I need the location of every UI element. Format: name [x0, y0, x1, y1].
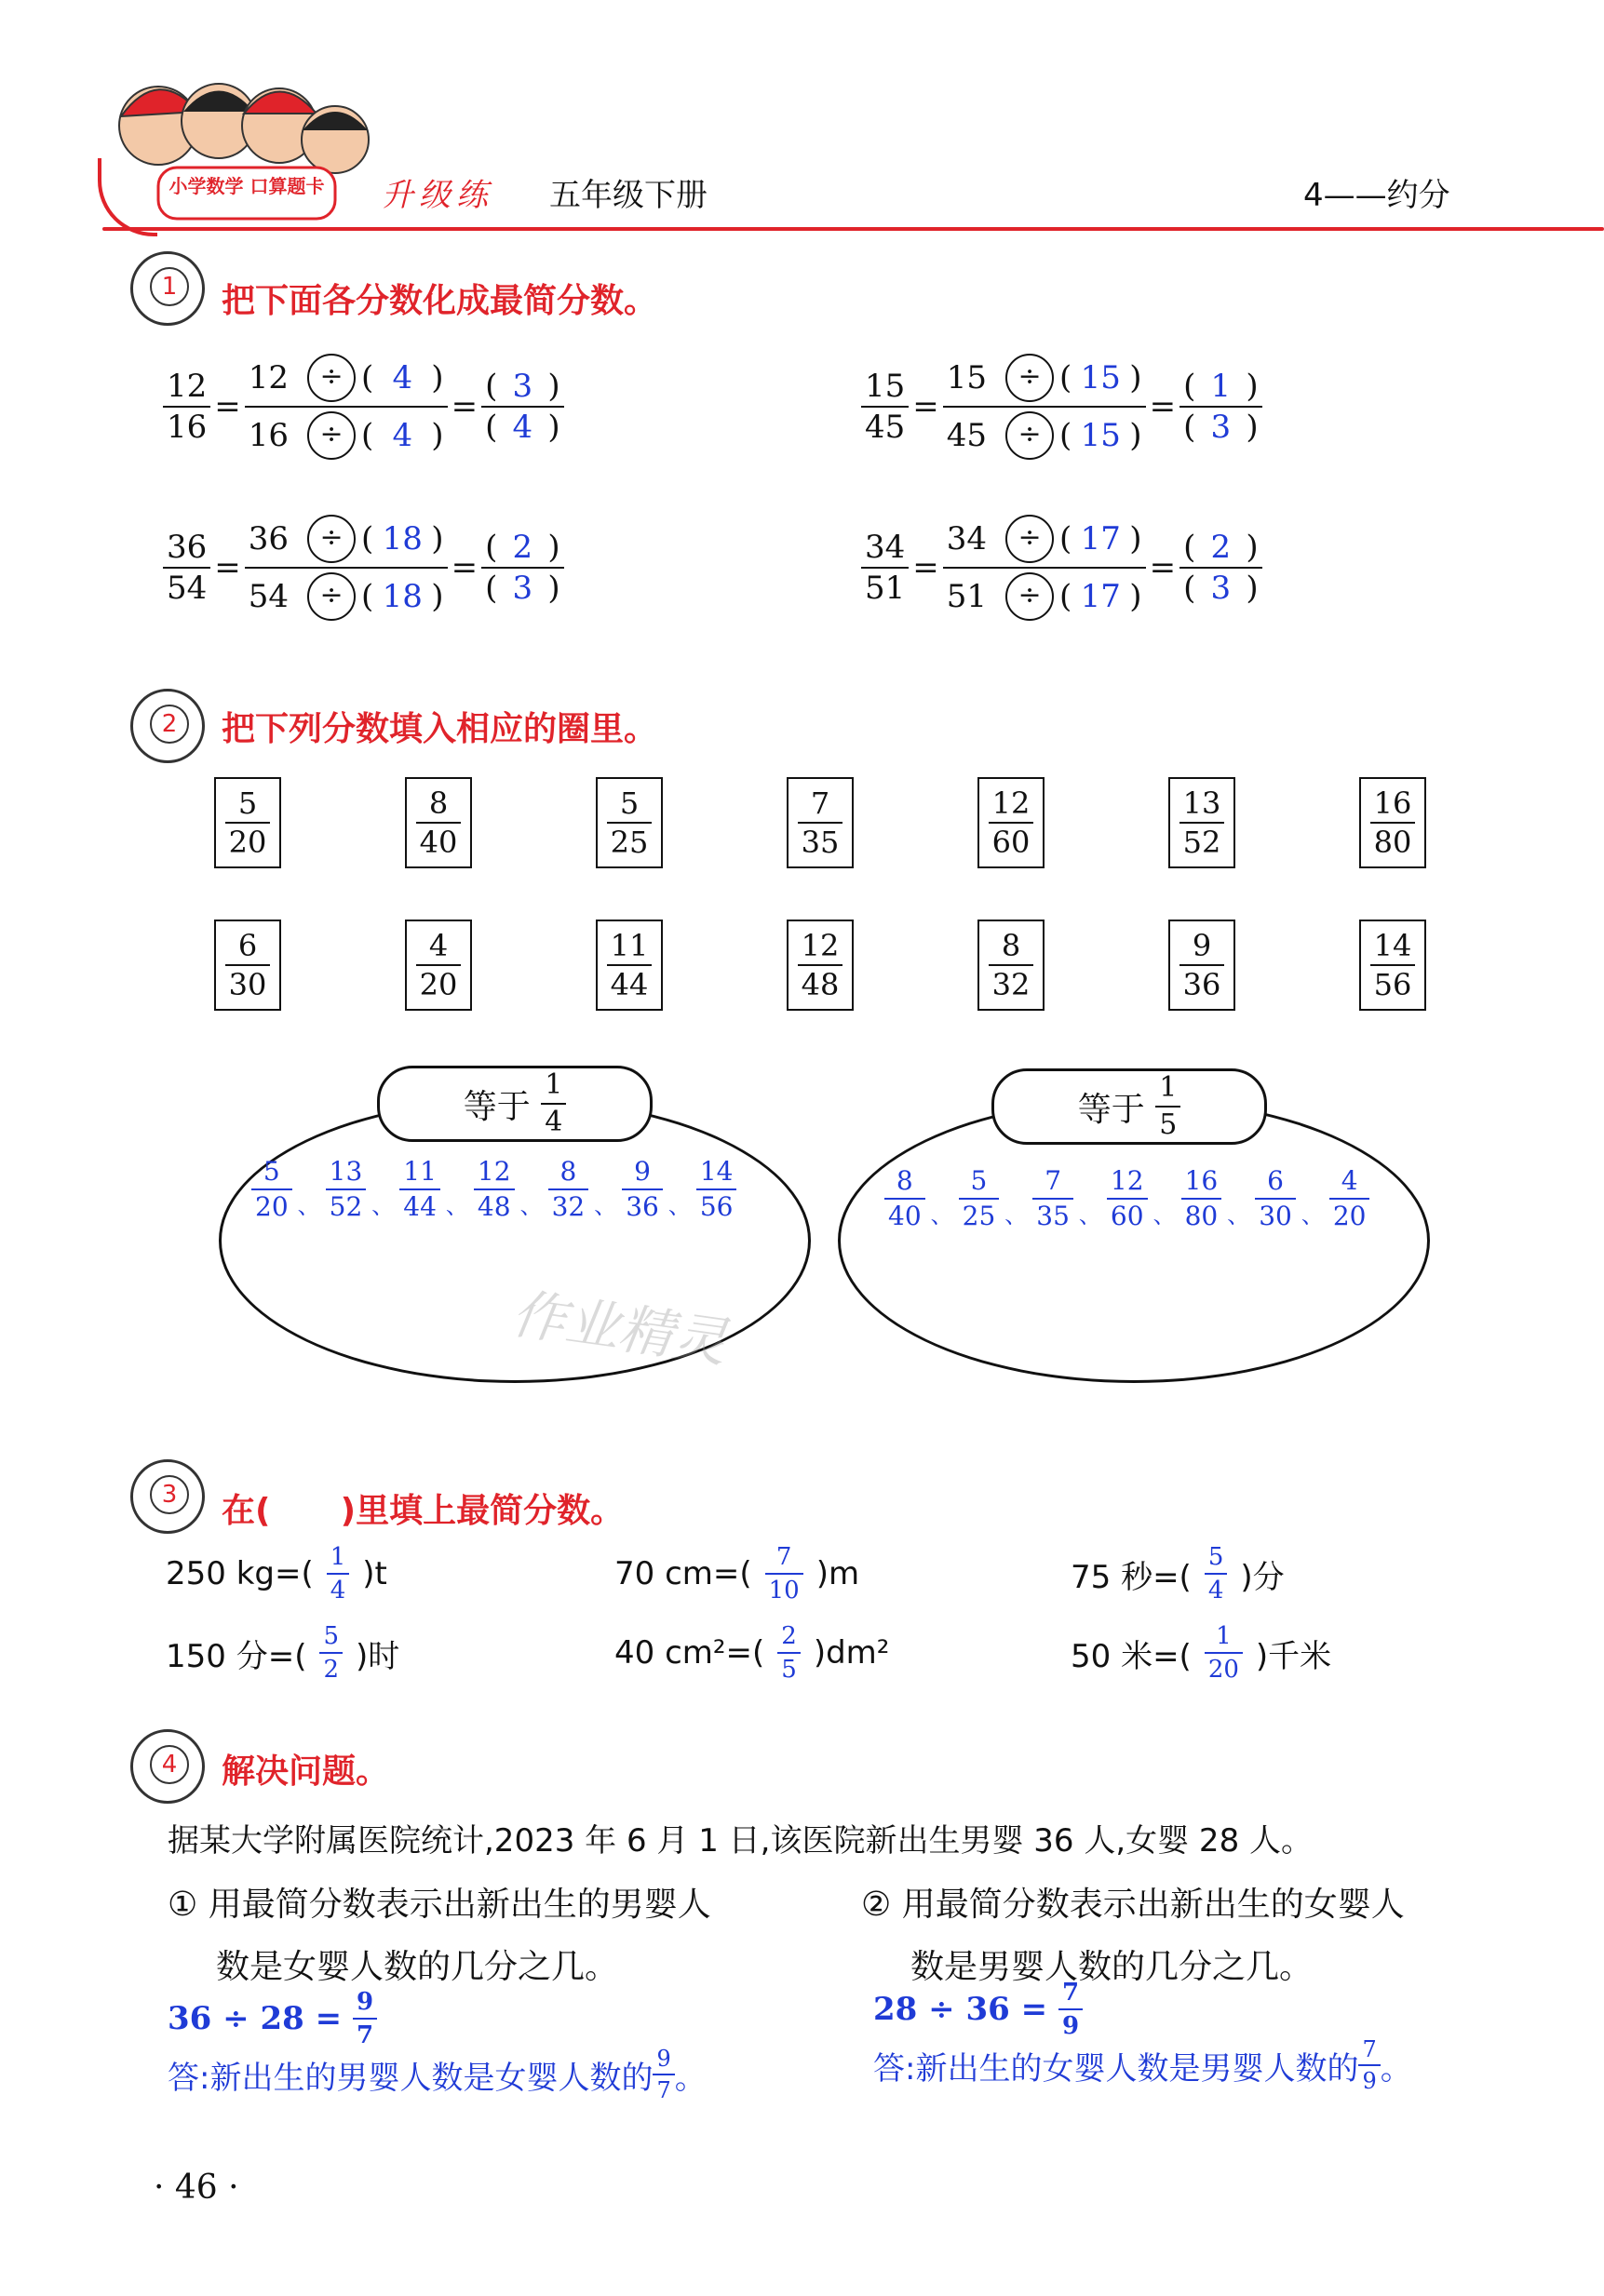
- denominator: 52: [1179, 822, 1225, 857]
- answer-fraction: [251, 1156, 292, 1222]
- result-denominator-answer: 3: [512, 570, 533, 607]
- divisor-answer: 17: [1080, 578, 1121, 615]
- separator: 、: [667, 1193, 691, 1219]
- logo-text: 小学数学 口算题卡: [168, 175, 325, 197]
- numerator: 13: [1182, 785, 1221, 821]
- question-2-line1: ② 用最简分数表示出新出生的女婴人: [861, 1886, 1405, 1924]
- divide-operator-circle: ÷: [1005, 354, 1054, 402]
- answer-row: [251, 1156, 736, 1222]
- paren-open: (: [485, 570, 498, 607]
- result-fraction: [1179, 368, 1262, 446]
- result-numerator-answer: 2: [512, 529, 533, 566]
- denominator: 32: [548, 1188, 589, 1220]
- division-fraction: [943, 515, 1146, 621]
- separator: 、: [1227, 1202, 1250, 1229]
- paren-open: (: [1183, 529, 1196, 566]
- section4-bird-icon: 4: [130, 1729, 205, 1804]
- conversion-suffix: )分: [1240, 1558, 1285, 1596]
- denominator: 44: [607, 964, 653, 1000]
- result-denominator-answer: 3: [1210, 570, 1232, 607]
- numerator: 5: [237, 785, 258, 821]
- divisor-answer: 18: [382, 578, 423, 615]
- divisor-answer: 15: [1080, 359, 1121, 396]
- box-fraction: [1370, 928, 1416, 1002]
- denominator: 80: [1370, 822, 1416, 857]
- numerator: 13: [329, 1156, 363, 1187]
- conversion-answer: [327, 1545, 350, 1603]
- simplify-exercise: [861, 354, 1262, 460]
- result-fraction: [481, 529, 564, 607]
- conversion-answer: [765, 1545, 803, 1603]
- separator: 、: [297, 1193, 320, 1219]
- numerator: 6: [1267, 1165, 1284, 1196]
- simplify-exercise: [163, 354, 564, 460]
- original-numerator: 34: [946, 520, 988, 557]
- division-numerator: [943, 515, 1146, 567]
- conversion-item: [166, 1545, 387, 1603]
- simplify-exercise: [861, 515, 1262, 621]
- numerator: 8: [559, 1156, 577, 1187]
- page-number: · 46 ·: [154, 2168, 239, 2207]
- section3-bird-icon: 3: [130, 1459, 205, 1534]
- box-fraction: [225, 928, 271, 1002]
- divisor-answer: 15: [1080, 417, 1121, 454]
- fraction-box: [787, 777, 854, 868]
- denominator: 25: [607, 822, 653, 857]
- fraction-box: [214, 777, 281, 868]
- numerator: 15: [865, 368, 906, 405]
- conversion-answer: [777, 1624, 801, 1682]
- numerator: 5: [263, 1156, 280, 1187]
- denominator: 51: [861, 567, 909, 604]
- separator: 、: [1301, 1202, 1324, 1229]
- paren-close: ): [547, 409, 560, 446]
- numerator: 12: [477, 1156, 511, 1187]
- denominator: 36: [622, 1188, 663, 1220]
- division-numerator: [245, 354, 448, 406]
- numerator: 11: [403, 1156, 437, 1187]
- divide-operator-circle: ÷: [1005, 515, 1054, 563]
- denominator: 52: [326, 1188, 367, 1220]
- conversion-prefix: 75 秒=(: [1071, 1558, 1192, 1596]
- result-numerator: [1179, 531, 1262, 567]
- denominator: 32: [989, 964, 1034, 1000]
- box-fraction: [1370, 785, 1416, 860]
- division-fraction: [245, 354, 448, 460]
- denominator: 30: [1255, 1198, 1296, 1229]
- answers-fifth: [884, 1165, 1369, 1231]
- denominator: 56: [696, 1188, 737, 1220]
- fraction-box: [214, 920, 281, 1011]
- conversion-prefix: 70 cm=(: [614, 1555, 752, 1592]
- denominator: 2: [319, 1652, 343, 1682]
- answer-1-statement: 答:新出生的男婴人数是女婴人数的 $\frac{9}{7}$ 。: [168, 2046, 707, 2103]
- separator: 、: [445, 1193, 468, 1219]
- conversion-answer: [1205, 1624, 1243, 1682]
- result-numerator-answer: 1: [1210, 368, 1232, 405]
- box-fraction: [416, 928, 462, 1002]
- divisor-answer: 18: [382, 520, 423, 557]
- denominator: 10: [765, 1573, 803, 1603]
- answer-fraction: [474, 1156, 515, 1222]
- label-equals-fifth: 等于 $\frac{1}{5}$: [991, 1068, 1267, 1145]
- answer-fraction: [548, 1156, 589, 1222]
- numerator: 5: [323, 1622, 340, 1650]
- division-denominator: [245, 406, 448, 460]
- box-fraction: [416, 785, 462, 860]
- numerator: 34: [865, 529, 906, 566]
- conversion-suffix: )时: [356, 1637, 400, 1675]
- equals-sign: =: [1149, 388, 1177, 425]
- numerator: 2: [781, 1622, 797, 1650]
- label-equals-quarter: 等于 $\frac{1}{4}$: [377, 1066, 653, 1142]
- original-fraction: [163, 368, 210, 446]
- question-1-line1: ① 用最简分数表示出新出生的男婴人: [168, 1886, 711, 1924]
- separator: 、: [594, 1193, 617, 1219]
- denominator: 35: [798, 822, 843, 857]
- paren-close: ): [1246, 570, 1259, 607]
- numerator: 14: [1373, 928, 1412, 963]
- paren-close: ): [431, 359, 444, 396]
- division-fraction: [943, 354, 1146, 460]
- problem-intro: 据某大学附属医院统计,2023 年 6 月 1 日,该医院新出生男婴 36 人,女婴 28 人。: [168, 1822, 1314, 1860]
- equals-sign: =: [912, 388, 939, 425]
- separator: 、: [930, 1202, 953, 1229]
- numerator: 16: [1373, 785, 1412, 821]
- section2-bird-icon: 2: [130, 689, 205, 763]
- denominator: 20: [225, 822, 271, 857]
- original-denominator: 51: [946, 578, 988, 615]
- denominator: 4: [327, 1573, 350, 1603]
- conversion-item: [614, 1624, 889, 1682]
- header-grade: 五年级下册: [549, 177, 708, 214]
- paren-close: ): [431, 520, 444, 557]
- paren-open: (: [1183, 368, 1196, 405]
- conversion-prefix: 50 米=(: [1071, 1637, 1192, 1675]
- fraction-box: [405, 920, 472, 1011]
- section1-bird-icon: 1: [130, 251, 205, 326]
- denominator: 45: [861, 406, 909, 443]
- numerator: 1: [330, 1543, 346, 1571]
- original-fraction: [861, 529, 909, 607]
- paren-open: (: [485, 529, 498, 566]
- denominator: 40: [416, 822, 462, 857]
- paren-close: ): [431, 417, 444, 454]
- fraction-box: [1168, 777, 1235, 868]
- numerator: 8: [428, 785, 449, 821]
- paren-open: (: [485, 409, 498, 446]
- denominator: 4: [1205, 1573, 1228, 1603]
- result-numerator: [481, 370, 564, 406]
- answer-fraction: [1255, 1165, 1296, 1231]
- result-denominator: [1179, 567, 1262, 607]
- divisor-answer: 17: [1080, 520, 1121, 557]
- division-denominator: [943, 406, 1146, 460]
- box-fraction: [798, 785, 843, 860]
- answer-fraction: [884, 1165, 925, 1231]
- numerator: 7: [810, 785, 830, 821]
- numerator: 1: [1216, 1622, 1232, 1650]
- divide-operator-circle: ÷: [307, 515, 356, 563]
- divide-operator-circle: ÷: [1005, 572, 1054, 621]
- paren-open: (: [361, 578, 374, 615]
- paren-open: (: [361, 359, 374, 396]
- paren-open: (: [485, 368, 498, 405]
- denominator: 44: [399, 1188, 440, 1220]
- denominator: 30: [225, 964, 271, 1000]
- denominator: 48: [798, 964, 843, 1000]
- division-numerator: [943, 354, 1146, 406]
- numerator: 7: [1045, 1165, 1062, 1196]
- divisor-answer: 4: [392, 417, 413, 454]
- divide-operator-circle: ÷: [1005, 411, 1054, 460]
- conversion-suffix: )t: [362, 1555, 387, 1592]
- equals-sign: =: [214, 549, 241, 586]
- division-numerator: [245, 515, 448, 567]
- numerator: 5: [970, 1165, 988, 1196]
- box-fraction: [1179, 928, 1225, 1002]
- paren-close: ): [1246, 368, 1259, 405]
- fraction-box: [405, 777, 472, 868]
- result-numerator-answer: 3: [512, 368, 533, 405]
- paren-close: ): [547, 368, 560, 405]
- division-fraction: [245, 515, 448, 621]
- header-topic: 4——约分: [1303, 177, 1450, 214]
- paren-open: (: [361, 417, 374, 454]
- conversion-item: [166, 1624, 399, 1682]
- denominator: 16: [163, 406, 210, 443]
- paren-close: ): [547, 570, 560, 607]
- numerator: 8: [896, 1165, 913, 1196]
- box-fraction: [798, 928, 843, 1002]
- paren-open: (: [1059, 578, 1072, 615]
- separator: 、: [1152, 1202, 1176, 1229]
- result-denominator: [481, 406, 564, 446]
- section3-title: 在( )里填上最简分数。: [222, 1492, 625, 1530]
- paren-close: ): [1246, 409, 1259, 446]
- answer-row: [884, 1165, 1369, 1231]
- fraction-box: [1359, 920, 1426, 1011]
- conversion-item: [1071, 1624, 1331, 1682]
- conversion-item: [614, 1545, 859, 1603]
- separator: 、: [371, 1193, 395, 1219]
- denominator: 56: [1370, 964, 1416, 1000]
- result-denominator-answer: 3: [1210, 409, 1232, 446]
- result-numerator: [1179, 370, 1262, 406]
- equals-sign: =: [451, 388, 479, 425]
- numerator: 5: [1207, 1543, 1224, 1571]
- section1-title: 把下面各分数化成最简分数。: [222, 282, 658, 320]
- fraction-box: [977, 920, 1045, 1011]
- denominator: 40: [884, 1198, 925, 1229]
- result-fraction: [481, 368, 564, 446]
- answer-fraction: [622, 1156, 663, 1222]
- numerator: 14: [699, 1156, 734, 1187]
- box-fraction: [607, 928, 653, 1002]
- box-fraction: [989, 785, 1034, 860]
- numerator: 9: [634, 1156, 651, 1187]
- denominator: 60: [989, 822, 1034, 857]
- equals-sign: =: [451, 549, 479, 586]
- original-denominator: 54: [248, 578, 290, 615]
- original-fraction: [163, 529, 210, 607]
- denominator: 36: [1179, 964, 1225, 1000]
- answer-fraction: [326, 1156, 367, 1222]
- original-numerator: 15: [946, 359, 988, 396]
- original-denominator: 16: [248, 417, 290, 454]
- conversion-prefix: 250 kg=(: [166, 1555, 314, 1592]
- conversion-prefix: 40 cm²=(: [614, 1634, 765, 1672]
- denominator: 48: [474, 1188, 515, 1220]
- paren-open: (: [1183, 570, 1196, 607]
- numerator: 36: [167, 529, 208, 566]
- paren-close: ): [1129, 417, 1142, 454]
- denominator: 35: [1032, 1198, 1073, 1229]
- denominator: 20: [1329, 1198, 1370, 1229]
- original-denominator: 45: [946, 417, 988, 454]
- numerator: 12: [991, 785, 1031, 821]
- denominator: 80: [1181, 1198, 1222, 1229]
- answer-fraction: [1032, 1165, 1073, 1231]
- paren-open: (: [361, 520, 374, 557]
- box-fraction: [607, 785, 653, 860]
- denominator: 20: [416, 964, 462, 1000]
- divide-operator-circle: ÷: [307, 572, 356, 621]
- original-numerator: 36: [248, 520, 290, 557]
- result-numerator: [481, 531, 564, 567]
- denominator: 20: [1205, 1652, 1243, 1682]
- original-fraction: [861, 368, 909, 446]
- paren-open: (: [1059, 417, 1072, 454]
- conversion-suffix: )千米: [1255, 1637, 1332, 1675]
- answer-fraction: [1329, 1165, 1370, 1231]
- answer-2-expression: 28 ÷ 36 = $\frac{7}{9}$: [873, 1980, 1083, 2038]
- conversion-suffix: )m: [815, 1555, 860, 1592]
- answer-1-expression: 36 ÷ 28 = $\frac{9}{7}$: [168, 1990, 377, 2048]
- separator: 、: [1078, 1202, 1101, 1229]
- watermark: 作业精灵: [507, 1282, 731, 1375]
- box-fraction: [989, 928, 1034, 1002]
- denominator: 54: [163, 567, 210, 604]
- numerator: 4: [428, 928, 449, 963]
- numerator: 5: [619, 785, 640, 821]
- paren-close: ): [1246, 529, 1259, 566]
- divide-operator-circle: ÷: [307, 411, 356, 460]
- answer-fraction: [399, 1156, 440, 1222]
- numerator: 6: [237, 928, 258, 963]
- denominator: 60: [1107, 1198, 1148, 1229]
- numerator: 16: [1184, 1165, 1219, 1196]
- equals-sign: =: [1149, 549, 1177, 586]
- answer-fraction: [1107, 1165, 1148, 1231]
- conversion-prefix: 150 分=(: [166, 1637, 307, 1675]
- box-fraction: [1179, 785, 1225, 860]
- conversion-item: [1071, 1545, 1285, 1603]
- numerator: 8: [1001, 928, 1021, 963]
- paren-close: ): [547, 529, 560, 566]
- conversion-answer: [319, 1624, 343, 1682]
- paren-close: ): [431, 578, 444, 615]
- divisor-answer: 4: [392, 359, 413, 396]
- conversion-suffix: )dm²: [813, 1634, 890, 1672]
- numerator: 9: [1192, 928, 1212, 963]
- denominator: 20: [251, 1188, 292, 1220]
- question-2-line2: 数是男婴人数的几分之几。: [910, 1948, 1314, 1986]
- fraction-box: [787, 920, 854, 1011]
- header-rule: [102, 227, 1604, 231]
- paren-close: ): [1129, 520, 1142, 557]
- equals-sign: =: [912, 549, 939, 586]
- paren-open: (: [1183, 409, 1196, 446]
- section2-title: 把下列分数填入相应的圈里。: [222, 710, 658, 748]
- denominator: 5: [777, 1652, 801, 1682]
- fraction-box: [1359, 777, 1426, 868]
- result-denominator-answer: 4: [512, 409, 533, 446]
- numerator: 12: [801, 928, 840, 963]
- answer-fraction: [696, 1156, 737, 1222]
- header-series: 升级练: [382, 177, 493, 214]
- fraction-box: [977, 777, 1045, 868]
- separator: 、: [1004, 1202, 1028, 1229]
- numerator: 12: [167, 368, 208, 405]
- conversion-answer: [1205, 1545, 1228, 1603]
- box-fraction: [225, 785, 271, 860]
- fraction-box: [596, 920, 663, 1011]
- separator: 、: [519, 1193, 543, 1219]
- result-numerator-answer: 2: [1210, 529, 1232, 566]
- paren-open: (: [1059, 359, 1072, 396]
- division-denominator: [245, 567, 448, 621]
- numerator: 7: [775, 1543, 792, 1571]
- question-1-line2: 数是女婴人数的几分之几。: [216, 1948, 619, 1986]
- section4-title: 解决问题。: [222, 1752, 390, 1791]
- paren-close: ): [1129, 578, 1142, 615]
- fraction-box: [1168, 920, 1235, 1011]
- answer-2-statement: 答:新出生的女婴人数是男婴人数的 $\frac{7}{9}$ 。: [873, 2036, 1412, 2094]
- simplify-exercise: [163, 515, 564, 621]
- answers-quarter: [251, 1156, 736, 1222]
- numerator: 11: [610, 928, 649, 963]
- result-denominator: [481, 567, 564, 607]
- paren-close: ): [1129, 359, 1142, 396]
- division-denominator: [943, 567, 1146, 621]
- answer-fraction: [959, 1165, 1000, 1231]
- numerator: 4: [1341, 1165, 1358, 1196]
- original-numerator: 12: [248, 359, 290, 396]
- answer-fraction: [1181, 1165, 1222, 1231]
- divide-operator-circle: ÷: [307, 354, 356, 402]
- denominator: 25: [959, 1198, 1000, 1229]
- equals-sign: =: [214, 388, 241, 425]
- fraction-box: [596, 777, 663, 868]
- paren-open: (: [1059, 520, 1072, 557]
- result-fraction: [1179, 529, 1262, 607]
- result-denominator: [1179, 406, 1262, 446]
- numerator: 12: [1110, 1165, 1144, 1196]
